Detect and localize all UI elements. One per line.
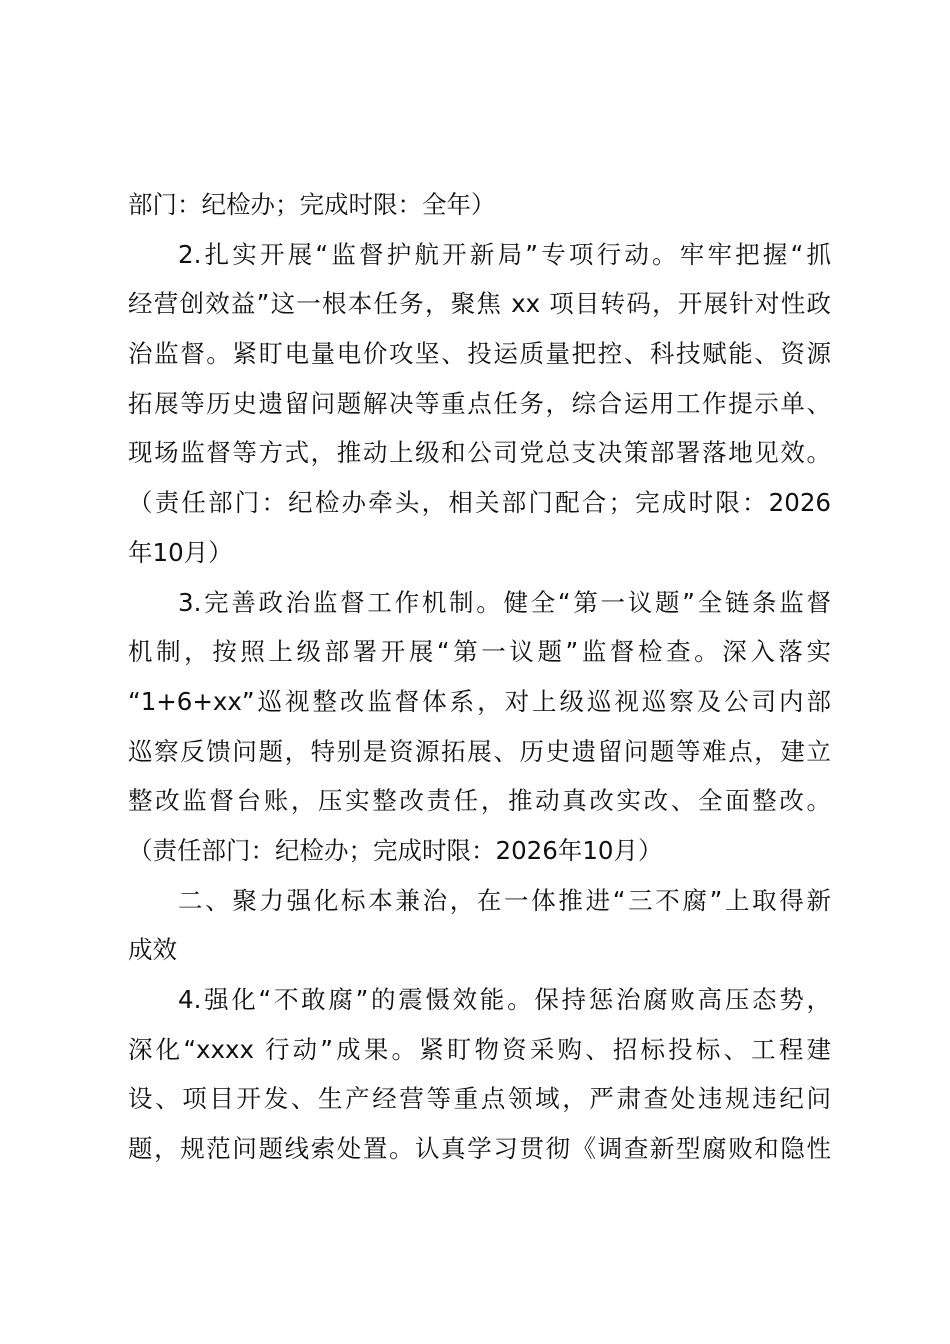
line-responsibility-tail: 部门：纪检办；完成时限：全年） [128,190,496,219]
line-item-4-body: 题，规范问题线索处置。认真学习贯彻《调查新型腐败和隐性 [128,1134,831,1164]
line-item-4-body: 设、项目开发、生产经营等重点领域，严肃查处违规违纪问 [128,1084,831,1114]
line-item-2-body: 拓展等历史遗留问题解决等重点任务，综合运用工作提示单、 [128,388,831,418]
document-body [128,180,831,1174]
section-heading-2-tail: 成效 [128,935,177,965]
line-item-2-body: 现场监督等方式，推动上级和公司党总支决策部署落地见效。 [128,438,831,468]
line-item-3-body: 巡察反馈问题，特别是资源拓展、历史遗留问题等难点，建立 [128,736,831,766]
line-item-3-title: 3.完善政治监督工作机制。健全“第一议题”全链条监督 [178,587,831,617]
line-item-2-deadline: 年10月） [128,537,233,567]
line-item-2-body: 经营创效益”这一根本任务，聚焦 xx 项目转码，开展针对性政 [128,289,831,319]
line-item-3-body: 机制，按照上级部署开展“第一议题”监督检查。深入落实 [128,637,831,667]
line-item-4-title: 4.强化“不敢腐”的震慑效能。保持惩治腐败高压态势， [178,985,831,1014]
line-item-4-body: 深化“xxxx 行动”成果。紧盯物资采购、招标投标、工程建 [128,1034,831,1064]
section-heading-2: 二、聚力强化标本兼治，在一体推进“三不腐”上取得新 [178,885,831,915]
line-item-2-responsibility: （责任部门：纪检办牵头，相关部门配合；完成时限：2026 [128,488,831,518]
line-item-3-responsibility: （责任部门：纪检办；完成时限：2026年10月） [128,835,663,865]
line-item-3-body: “1+6+xx”巡视整改监督体系，对上级巡视巡察及公司内部 [128,686,831,716]
line-item-2-body: 治监督。紧盯电量电价攻坚、投运质量把控、科技赋能、资源 [128,339,831,369]
line-item-3-body: 整改监督台账，压实整改责任，推动真改实改、全面整改。 [128,786,831,816]
line-item-2-title: 2.扎实开展“监督护航开新局”专项行动。牢牢把握“抓 [178,239,831,269]
